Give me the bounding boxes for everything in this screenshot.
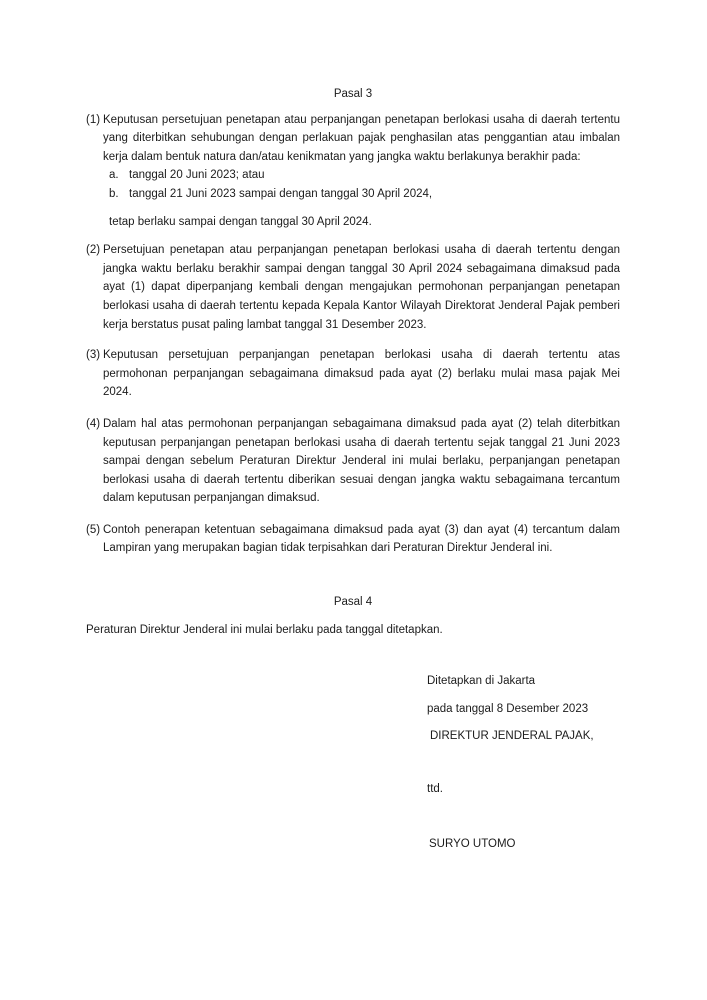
item-text: Dalam hal atas permohonan perpanjangan sebagaimana dimaksud pada ayat (2) telah diterbitkan keputusan perpanjangan penetapan berlokasi usaha di daerah tertentu sejak tanggal 21 Juni 2023 sampai dengan sebelum Peraturan Direktur Jenderal ini mulai berlaku, perpanjangan penetapan berlokasi usaha di daerah tertentu diberikan sesuai dengan jangka waktu sebagaimana tercantum dalam keputusan perpanjangan dimaksud. bbox=[103, 417, 620, 505]
signature-ttd-label: ttd. bbox=[427, 783, 443, 796]
pasal-3-body bbox=[86, 111, 620, 558]
sub-item-b bbox=[109, 185, 620, 204]
pasal-3-item-2 bbox=[86, 241, 620, 334]
item-text: Persetujuan penetapan atau perpanjangan penetapan berlokasi usaha di daerah tertentu dengan jangka waktu berlaku berakhir sampai dengan tanggal 30 April 2024 sebagaimana dimaksud pada ayat (1) dapat diperpanjang kembali dengan mengajukan permohonan perpanjangan penetapan berlokasi usaha di daerah tertentu kepada Kepala Kantor Wilayah Direktorat Jenderal Pajak pemberi kerja berstatus pusat paling lambat tanggal 31 Desember 2023. bbox=[103, 244, 620, 331]
item-number: (3) bbox=[86, 349, 101, 362]
item-number: (2) bbox=[86, 244, 101, 257]
pasal-3-heading: Pasal 3 bbox=[333, 88, 373, 100]
item-closing-text: tetap berlaku sampai dengan tanggal 30 April 2024. bbox=[109, 215, 372, 228]
sub-item-a bbox=[109, 166, 620, 185]
sub-item-letter: a. bbox=[109, 169, 119, 182]
signature-date-line: pada tanggal 8 Desember 2023 bbox=[427, 702, 589, 715]
pasal-4-text: Peraturan Direktur Jenderal ini mulai berlaku pada tanggal ditetapkan. bbox=[86, 623, 443, 636]
item-text: Keputusan persetujuan perpanjangan penetapan berlokasi usaha di daerah tertentu atas permohonan perpanjangan sebagaimana dimaksud pada ayat (2) berlaku mulai masa pajak Mei 2024. bbox=[103, 349, 620, 399]
pasal-3-item-1 bbox=[86, 111, 620, 232]
signature-place-line: Ditetapkan di Jakarta bbox=[427, 675, 536, 688]
pasal-3-item-4 bbox=[86, 415, 620, 508]
item-number: (5) bbox=[86, 523, 101, 536]
item-text: Contoh penerapan ketentuan sebagaimana dimaksud pada ayat (3) dan ayat (4) tercantum dalam Lampiran yang merupakan bagian tidak terpisahkan dari Peraturan Direktur Jenderal ini. bbox=[103, 523, 620, 555]
pasal-3-item-5 bbox=[86, 521, 620, 558]
pasal-3-item-1-sublist bbox=[109, 166, 620, 203]
signature-block bbox=[427, 672, 620, 853]
item-number: (4) bbox=[86, 417, 101, 430]
sub-item-text: tanggal 20 Juni 2023; atau bbox=[129, 169, 265, 182]
pasal-4-heading: Pasal 4 bbox=[333, 596, 373, 609]
sub-item-text: tanggal 21 Juni 2023 sampai dengan tanggal 30 April 2024, bbox=[129, 187, 433, 200]
signature-name: SURYO UTOMO bbox=[429, 837, 516, 850]
sub-item-letter: b. bbox=[109, 187, 119, 200]
signature-office-line: DIREKTUR JENDERAL PAJAK, bbox=[430, 730, 594, 743]
pasal-3-item-3 bbox=[86, 346, 620, 402]
item-number: (1) bbox=[86, 113, 101, 126]
item-text: Keputusan persetujuan penetapan atau perpanjangan penetapan berlokasi usaha di daerah tertentu yang diterbitkan sehubungan dengan perlakuan pajak penghasilan atas penggantian atau imbalan kerja dalam bentuk natura dan/atau kenikmatan yang jangka waktu berlakunya berakhir pada: bbox=[103, 113, 620, 163]
